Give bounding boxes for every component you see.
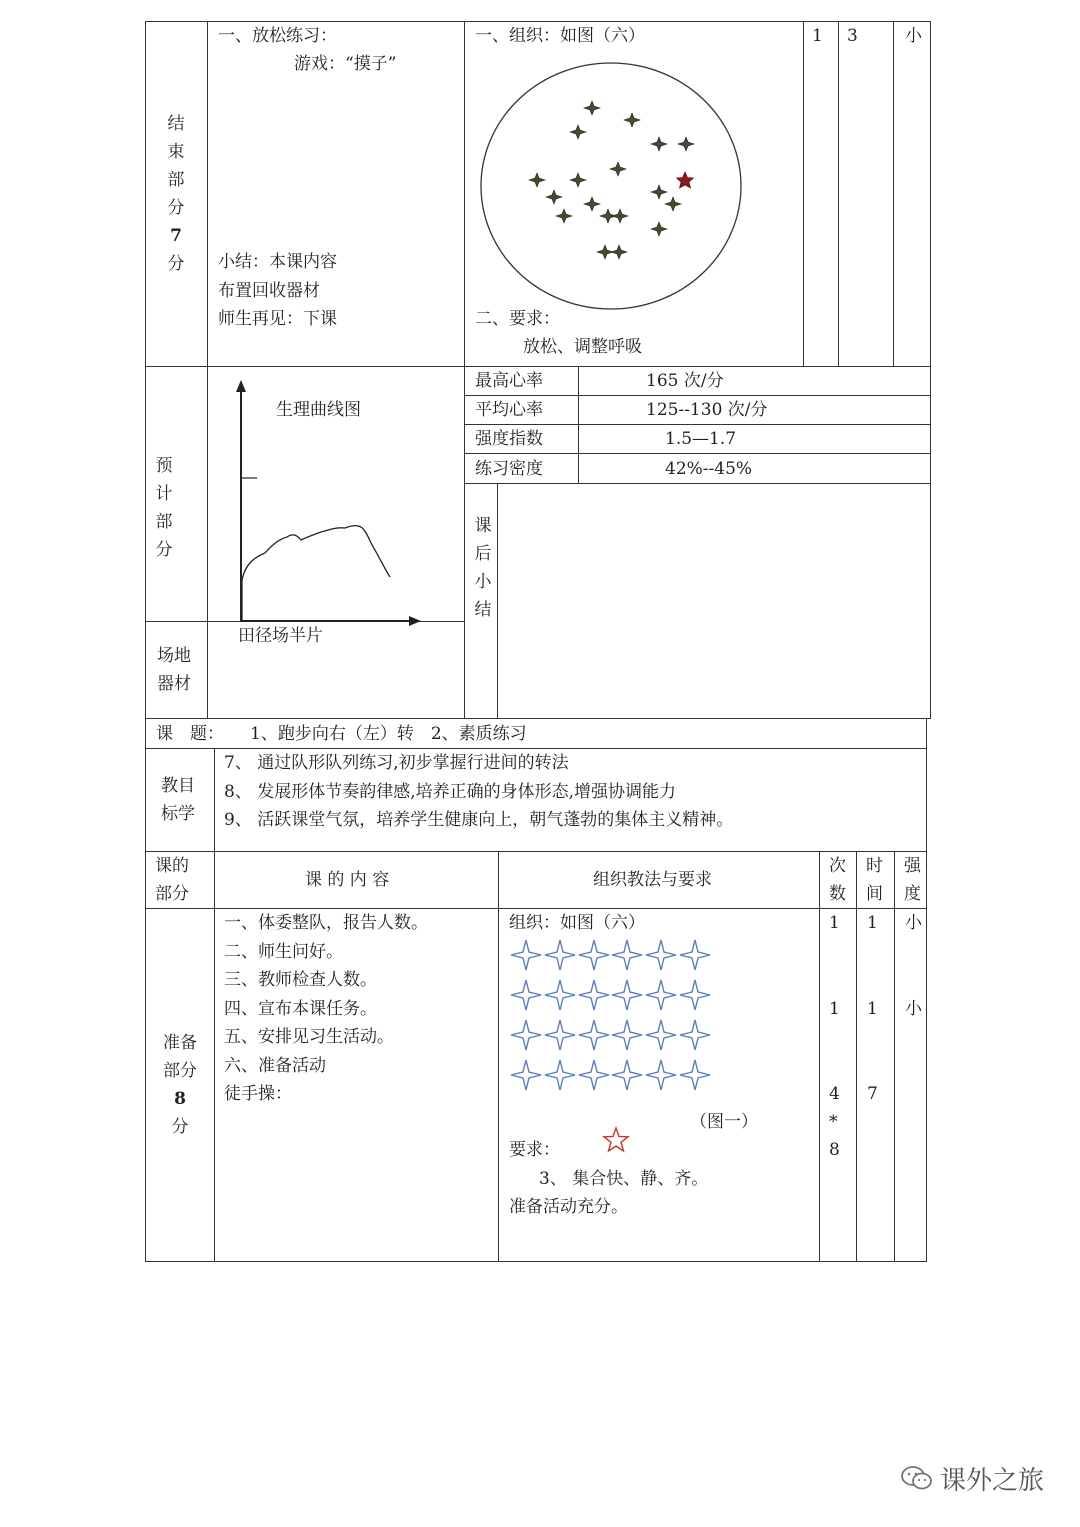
prep-duration: 7 [867, 1084, 878, 1104]
prep-org-title: 组织：如图（六） [509, 913, 645, 933]
stat-value: 125--130 次/分 [646, 400, 768, 420]
student-star-icon [651, 222, 667, 236]
summary-line: 师生再见：下课 [218, 309, 337, 329]
header-times: 次 数 [829, 856, 846, 904]
student-star-icon [651, 137, 667, 151]
teacher-star-icon [602, 1126, 630, 1154]
requirement-text: 放松、调整呼吸 [523, 337, 642, 357]
objective-item: 9、 活跃课堂气氛，培养学生健康向上，朝气蓬勃的集体主义精神。 [224, 810, 734, 830]
prep-intensity: 小 [905, 913, 922, 933]
student-star-icon [546, 190, 562, 204]
objective-item: 7、 通过队形队列练习,初步掌握行进间的转法 [224, 753, 569, 773]
header-part: 课的 部分 [155, 856, 189, 904]
x-axis-arrow-icon [409, 616, 421, 626]
requirement-note: 准备活动充分。 [509, 1197, 628, 1217]
stat-value: 165 次/分 [646, 371, 724, 391]
student-star-icon [651, 185, 667, 199]
stat-value: 42%--45% [665, 459, 753, 479]
stat-label: 强度指数 [475, 429, 543, 449]
prep-content-item: 四、宣布本课任务。 [224, 998, 377, 1019]
student-star-icon [611, 245, 627, 259]
requirement-title: 二、要求： [475, 309, 560, 329]
student-star-icon [665, 197, 681, 211]
stat-value: 1.5—1.7 [665, 429, 737, 449]
end-duration: 3 [847, 26, 858, 46]
header-intensity: 强 度 [904, 856, 921, 904]
prep-times: 1 [829, 999, 840, 1019]
prep-duration: 1 [867, 999, 878, 1019]
stat-label: 练习密度 [475, 459, 543, 479]
prep-times: 4 [829, 1084, 840, 1104]
student-star-icon [612, 209, 628, 223]
student-star-icon [584, 197, 600, 211]
prep-content-list [224, 909, 428, 1109]
organization-title: 一、组织：如图（六） [475, 26, 645, 46]
prep-content-item: 三、教师检查人数。 [224, 970, 377, 990]
curve-title: 生理曲线图 [276, 400, 361, 420]
end-section-label: 结 束 部 分 7 分 [167, 114, 185, 274]
formation-grid-diagram [508, 936, 718, 1096]
stat-label: 最高心率 [475, 371, 543, 391]
student-star-icon [624, 113, 640, 127]
venue-label: 场地 器材 [157, 646, 191, 694]
student-star-icon [529, 173, 545, 187]
objective-item: 8、 发展形体节奏韵律感,培养正确的身体形态,增强协调能力 [224, 782, 677, 802]
after-class-summary-label: 课 后 小 结 [474, 516, 492, 620]
figure-caption: （图一） [690, 1112, 758, 1132]
wechat-icon [900, 1464, 934, 1499]
game-title: 游戏：“摸子” [294, 54, 397, 74]
prep-content-item: 徒手操： [224, 1084, 292, 1104]
teacher-star-icon [677, 172, 694, 188]
prep-content-item: 二、师生问好。 [224, 941, 343, 962]
prep-content-item: 五、安排见习生活动。 [224, 1027, 394, 1047]
prep-times: 1 [829, 913, 840, 933]
student-star-icon [610, 162, 626, 176]
requirement-label: 要求： [509, 1140, 560, 1160]
prep-times: * [829, 1112, 838, 1132]
relax-exercise-title: 一、放松练习： [218, 26, 337, 46]
end-times: 1 [812, 26, 823, 46]
prep-section-label: 准备 部分 8 分 [163, 1033, 197, 1137]
physiological-curve-chart [225, 375, 430, 630]
prep-duration: 1 [867, 913, 878, 933]
prep-content-item: 六、准备活动 [224, 1055, 326, 1076]
student-star-icons [529, 101, 694, 259]
summary-line: 小结：本课内容 [218, 252, 337, 272]
student-star-icon [570, 173, 586, 187]
topic-label: 课 题： [156, 724, 224, 744]
objectives-label: 教目 标学 [161, 776, 195, 824]
circle-outline [481, 63, 741, 309]
topic-text: 1、跑步向右（左）转 2、素质练习 [250, 724, 527, 744]
prep-times: 8 [829, 1140, 840, 1160]
heart-rate-curve [242, 526, 390, 621]
student-star-icon [678, 137, 694, 151]
header-content: 课 的 内 容 [305, 870, 390, 890]
watermark: 课外之旅 [900, 1460, 1044, 1499]
formation-circle-diagram [475, 58, 750, 313]
student-star-icon [570, 125, 586, 139]
header-duration: 时 间 [866, 856, 883, 904]
prep-intensity: 小 [905, 999, 922, 1019]
header-method: 组织教法与要求 [593, 870, 712, 890]
stat-label: 平均心率 [475, 400, 543, 420]
prep-content-item: 一、体委整队，报告人数。 [224, 913, 428, 933]
y-axis-arrow-icon [236, 380, 246, 392]
end-intensity: 小 [905, 26, 922, 46]
summary-line: 布置回收器材 [218, 281, 320, 301]
student-star-icon [556, 209, 572, 223]
student-star-icons [511, 940, 710, 1090]
forecast-label: 预 计 部 分 [155, 456, 173, 560]
requirement-item: 3、 集合快、静、齐。 [539, 1169, 709, 1189]
venue-text: 田径场半片 [238, 626, 323, 646]
student-star-icon [584, 101, 600, 115]
